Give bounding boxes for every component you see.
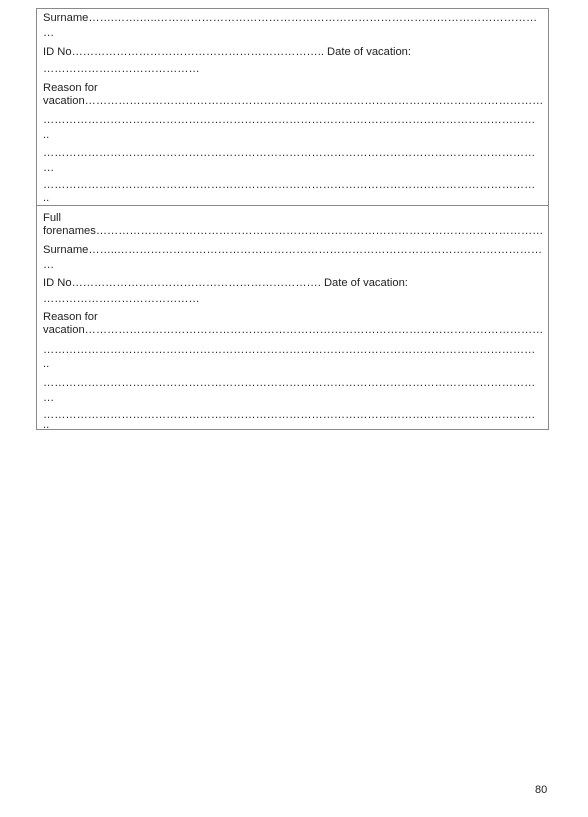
surname-field-continued: …: [43, 259, 55, 271]
id-no-and-vacation-date-field[interactable]: ID No…………………………………………………………. Date of vacation:: [43, 277, 408, 289]
reason-line-3[interactable]: ……………………………………………………………………………………………………………………: [43, 179, 536, 191]
full-forenames-field[interactable]: forenames…………………………………………………………………………………………………………: [43, 225, 544, 237]
reason-label: Reason for: [43, 311, 98, 323]
reason-line-1-continued: ..: [43, 129, 50, 141]
reason-line-2-continued: …: [43, 162, 55, 174]
page-number: 80: [535, 784, 548, 796]
vacation-date-continued: ……………………………………: [43, 293, 200, 305]
reason-line-2-continued: …: [43, 392, 55, 404]
reason-line-1-continued: ..: [43, 358, 50, 370]
vacation-date-continued: ……………………………………: [43, 63, 200, 75]
reason-line-3-continued: ..: [43, 419, 50, 431]
reason-line-3[interactable]: ……………………………………………………………………………………………………………………: [43, 409, 536, 421]
form-section-2: [37, 206, 548, 429]
id-no-and-vacation-date-field[interactable]: ID No………………………………………………………….. Date of vacation:: [43, 46, 412, 58]
surname-field[interactable]: Surname……..……………………………………………………………………………………………………: [43, 244, 543, 256]
surname-field[interactable]: Surname…….…….…..…………………………………………………………………………………………: [43, 12, 538, 24]
reason-line-3-continued: ..: [43, 192, 50, 204]
reason-line-2[interactable]: ……………………………………………………………………………………………………………………: [43, 377, 536, 389]
reason-line-1[interactable]: ……………………………………………………………………………………………………………………: [43, 114, 536, 126]
surname-field-continued: …: [43, 27, 55, 39]
vacation-form: [36, 8, 549, 430]
reason-field[interactable]: vacation……………………………………………………………………………………………………………: [43, 324, 544, 336]
reason-line-2[interactable]: ……………………………………………………………………………………………………………………: [43, 147, 536, 159]
full-forenames-label: Full: [43, 212, 62, 224]
reason-label: Reason for: [43, 82, 98, 94]
reason-line-1[interactable]: ……………………………………………………………………………………………………………………: [43, 344, 536, 356]
reason-field[interactable]: vacation……………………………………………………………………………………………………………: [43, 95, 544, 107]
form-section-1: [37, 9, 548, 206]
